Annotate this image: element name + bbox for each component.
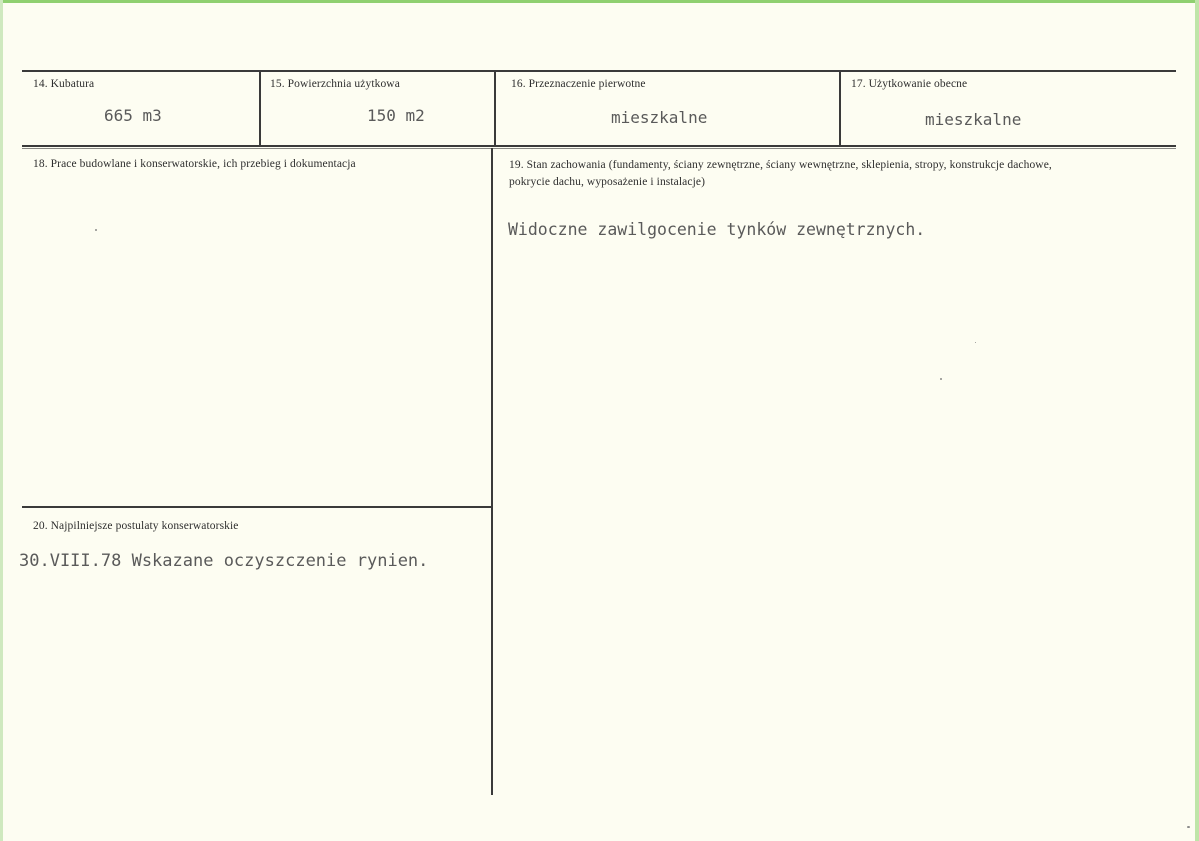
field-18-label: 18. Prace budowlane i konserwatorskie, ich przebieg i dokumentacja — [33, 158, 356, 170]
divider-16-17 — [839, 72, 841, 146]
field-14-label: 14. Kubatura — [33, 78, 95, 90]
field20-top-rule — [22, 506, 492, 508]
card-right-edge — [1195, 0, 1199, 841]
paper-speck — [940, 378, 942, 380]
field-17-value: mieszkalne — [925, 110, 1022, 129]
card-top-edge — [0, 0, 1199, 3]
paper-speck — [1187, 826, 1190, 828]
row1-bottom-rule — [22, 145, 1176, 147]
row1-bottom-rule-2 — [22, 148, 1176, 149]
field-17-label: 17. Użytkowanie obecne — [851, 78, 968, 90]
field-19-label: 19. Stan zachowania (fundamenty, ściany zewnętrzne, ściany wewnętrzne, sklepienia, stropy, konstrukcje dachowe, pokrycie dachu, wyposażenie i instalacje) — [509, 159, 1052, 188]
card-left-edge — [0, 0, 3, 841]
divider-14-15 — [259, 72, 261, 146]
field-14-value: 665 m3 — [104, 106, 162, 125]
field-20-label: 20. Najpilniejsze postulaty konserwatorskie — [33, 520, 239, 532]
field-15-label: 15. Powierzchnia użytkowa — [270, 78, 400, 90]
field-19-value: Widoczne zawilgocenie tynków zewnętrznych. — [508, 220, 926, 239]
divider-main-columns — [491, 148, 493, 795]
field-16-label: 16. Przeznaczenie pierwotne — [511, 78, 646, 90]
field-20-value: 30.VIII.78 Wskazane oczyszczenie rynien. — [19, 551, 429, 571]
paper-speck — [95, 229, 97, 231]
top-rule — [22, 70, 1176, 72]
field-15-value: 150 m2 — [367, 106, 425, 125]
paper-speck — [975, 342, 976, 343]
field-16-value: mieszkalne — [611, 108, 708, 127]
divider-15-16 — [494, 72, 496, 146]
